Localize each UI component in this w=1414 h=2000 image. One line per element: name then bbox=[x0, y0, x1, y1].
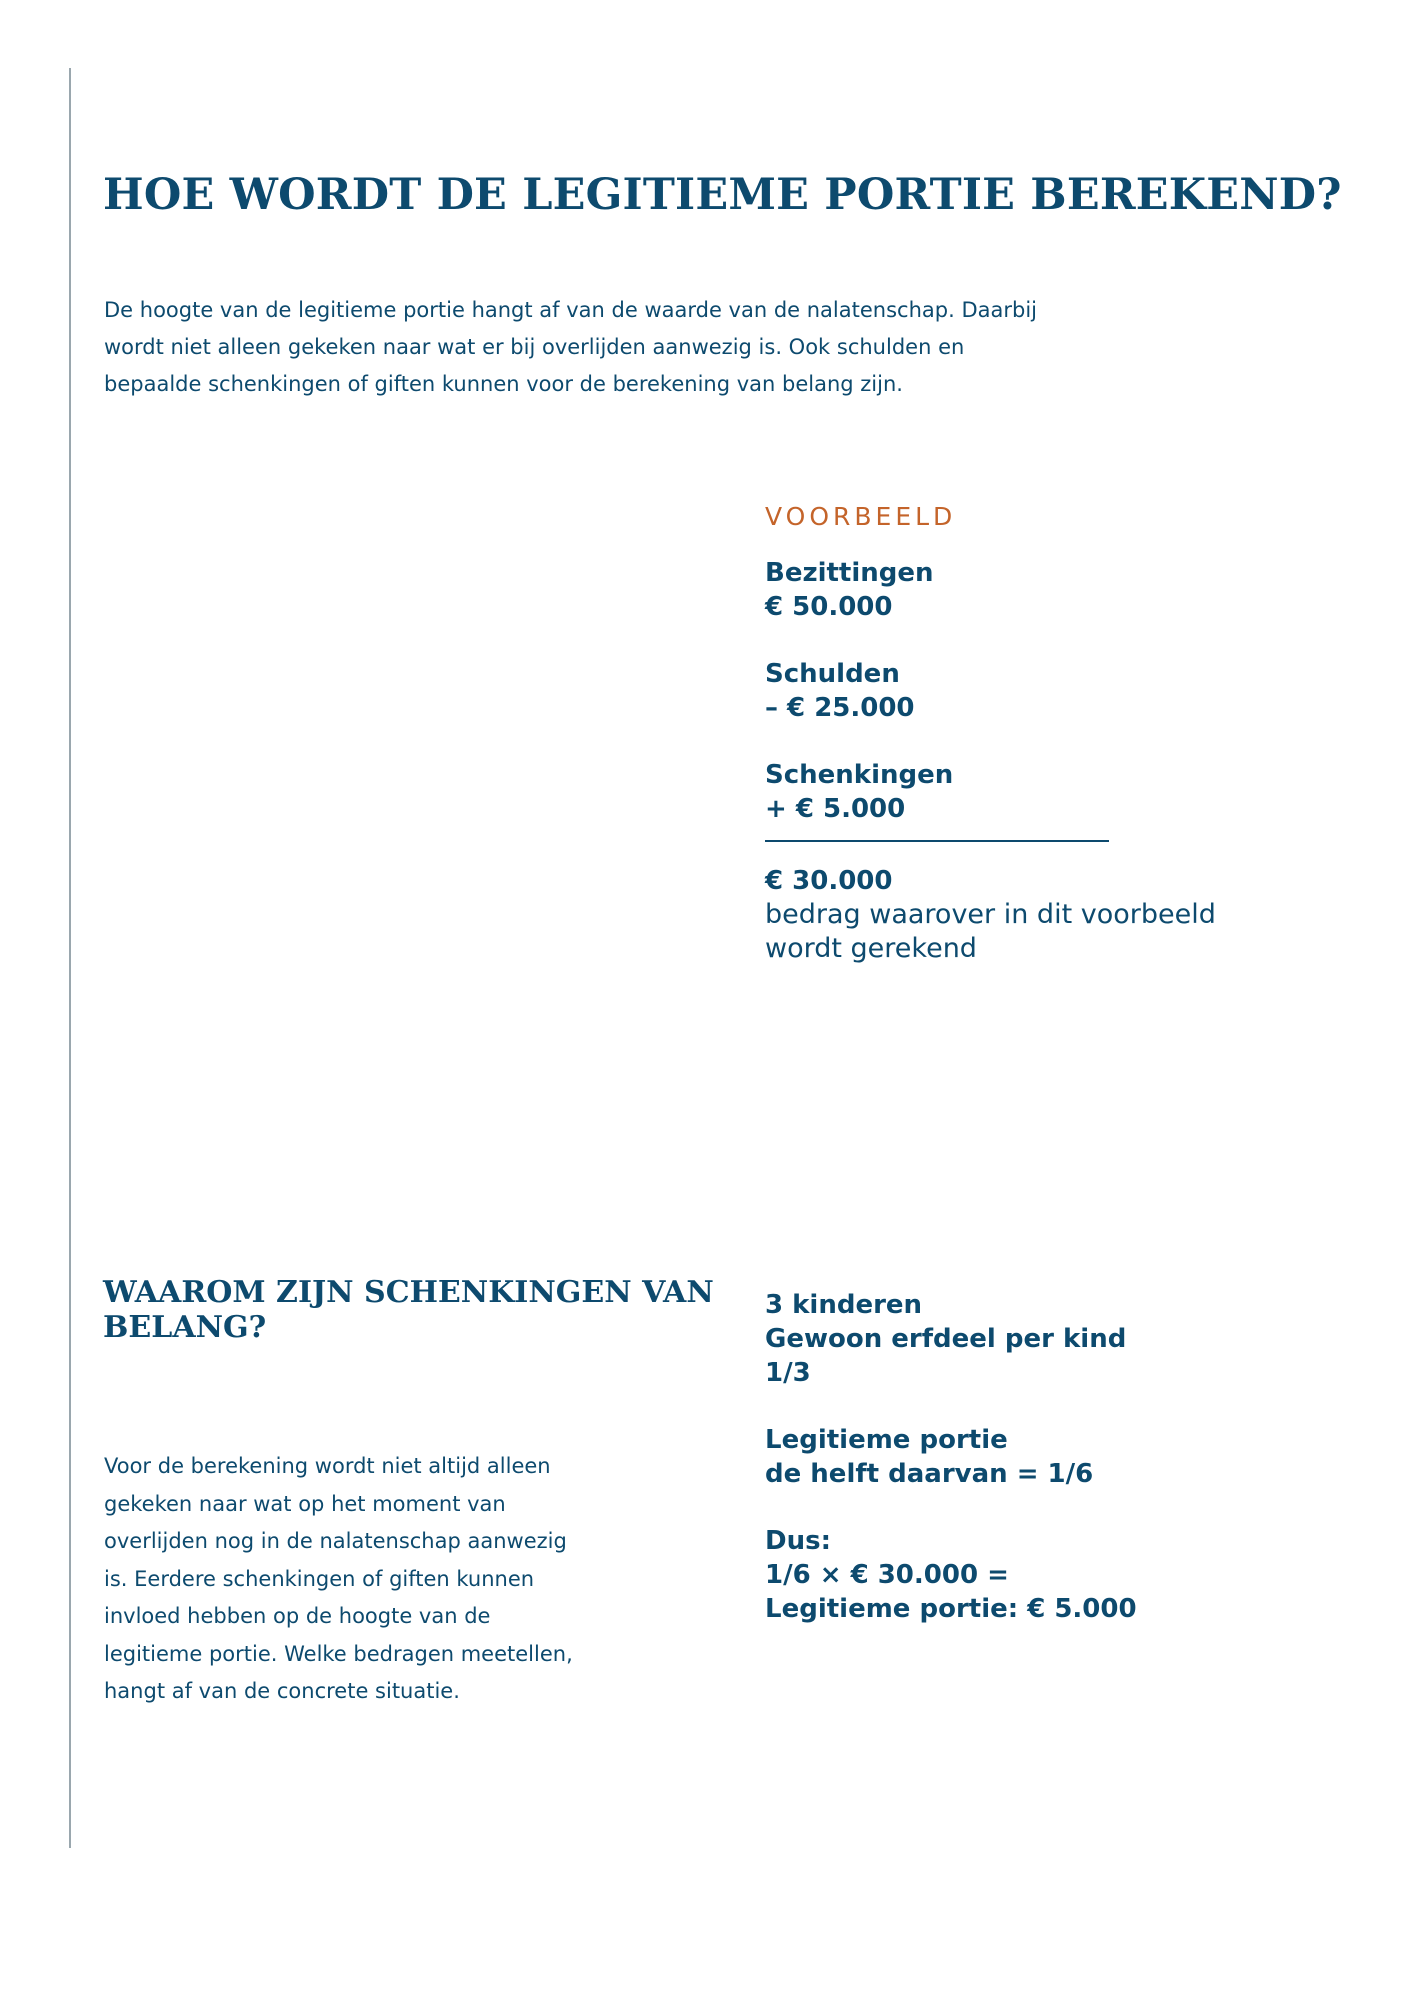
example-item-bezittingen bbox=[765, 556, 1325, 624]
section-line: is. Eerdere schenkingen of giften kunnen bbox=[104, 1566, 535, 1591]
left-margin-rule bbox=[69, 68, 71, 1848]
section-paragraph bbox=[104, 1448, 624, 1711]
calc-block-children bbox=[765, 1288, 1325, 1390]
intro-line: bepaalde schenkingen of giften kunnen voor de berekening van belang zijn. bbox=[104, 372, 903, 396]
calc-block-portion bbox=[765, 1423, 1325, 1491]
section-line: Voor de berekening wordt niet altijd alleen bbox=[104, 1454, 551, 1478]
example-box bbox=[765, 500, 1325, 966]
intro-paragraph bbox=[104, 292, 1104, 403]
intro-line: wordt niet alleen gekeken naar wat er bij overlijden aanwezig is. Ook schulden en bbox=[104, 335, 965, 359]
example-item-label: Schulden bbox=[765, 659, 900, 689]
section-title-line: BELANG? bbox=[103, 1310, 267, 1345]
intro-line: De hoogte van de legitieme portie hangt af van de waarde van de nalatenschap. Daarbij bbox=[104, 298, 1037, 322]
calc-line: de helft daarvan = 1/6 bbox=[765, 1459, 1094, 1489]
example-item-label: Bezittingen bbox=[765, 558, 934, 588]
example-item-value: – € 25.000 bbox=[765, 693, 915, 723]
example-result-desc: wordt gerekend bbox=[765, 933, 977, 964]
example-result-value: € 30.000 bbox=[765, 866, 893, 896]
example-result bbox=[765, 864, 1325, 966]
calc-line: 3 kinderen bbox=[765, 1290, 923, 1320]
example-item-value: € 50.000 bbox=[765, 592, 893, 622]
calc-line: Dus: bbox=[765, 1526, 831, 1556]
calc-line: 1/6 × € 30.000 = bbox=[765, 1560, 1009, 1590]
calc-line: 1/3 bbox=[765, 1358, 811, 1388]
sum-divider bbox=[765, 840, 1109, 842]
example-item-value: + € 5.000 bbox=[765, 794, 906, 824]
calculation-box bbox=[765, 1288, 1325, 1659]
example-item-label: Schenkingen bbox=[765, 760, 954, 790]
example-label: VOORBEELD bbox=[765, 502, 957, 531]
section-line: overlijden nog in de nalatenschap aanwezig bbox=[104, 1529, 567, 1553]
section-line: legitieme portie. Welke bedragen meetellen, bbox=[104, 1641, 573, 1666]
example-item-schenkingen bbox=[765, 758, 1325, 826]
example-result-desc: bedrag waarover in dit voorbeeld bbox=[765, 899, 1216, 930]
section-title-line: WAAROM ZIJN SCHENKINGEN VAN bbox=[103, 1275, 714, 1310]
section-line: hangt af van de concrete situatie. bbox=[104, 1679, 460, 1703]
section-line: invloed hebben op de hoogte van de bbox=[104, 1604, 491, 1628]
calc-line: Gewoon erfdeel per kind bbox=[765, 1324, 1127, 1354]
page-title: HOE WORDT DE LEGITIEME PORTIE BEREKEND? bbox=[103, 170, 1342, 220]
calc-line: Legitieme portie bbox=[765, 1425, 1008, 1455]
calc-block-result bbox=[765, 1524, 1325, 1626]
calc-line: Legitieme portie: € 5.000 bbox=[765, 1594, 1137, 1624]
section-line: gekeken naar wat op het moment van bbox=[104, 1491, 506, 1516]
example-item-schulden bbox=[765, 657, 1325, 725]
section-title bbox=[103, 1275, 723, 1345]
